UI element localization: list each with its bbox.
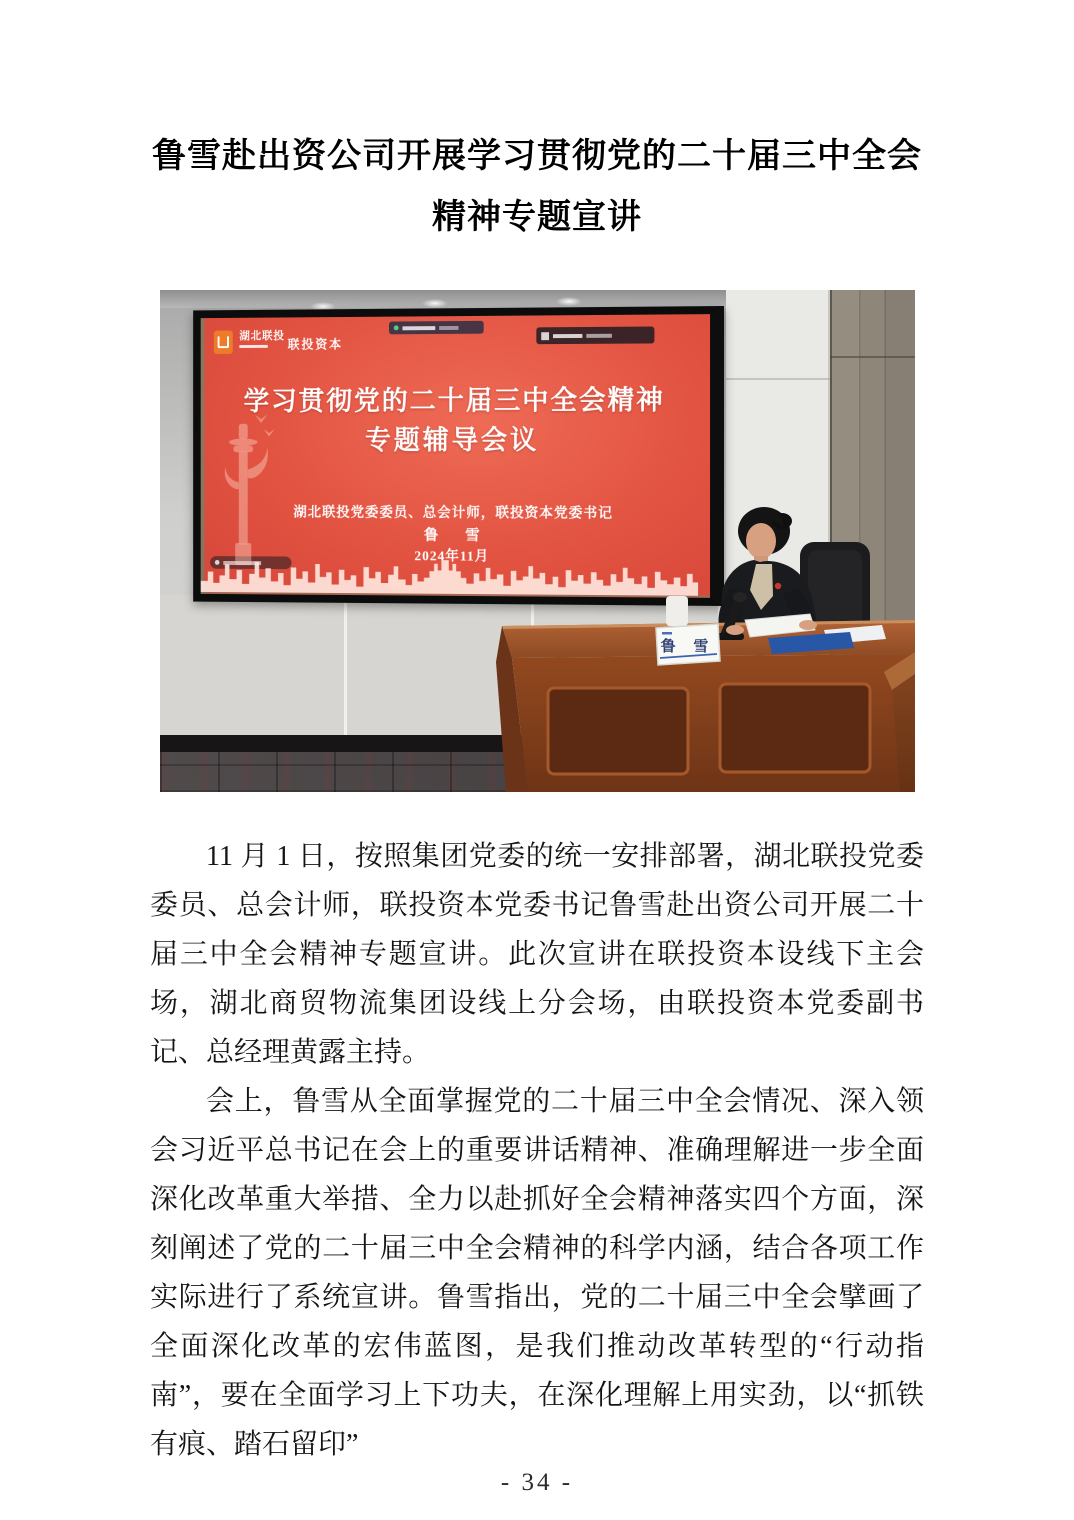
- slide-brand1: 湖北联投: [238, 330, 285, 343]
- page-number: - 34 -: [500, 1469, 574, 1496]
- slide-date: 2024年11月: [413, 549, 489, 565]
- photo-foreground: [160, 290, 915, 792]
- slide-presenter-name: 鲁 雪: [423, 527, 491, 544]
- page-title: [80, 126, 994, 248]
- paragraph-1: 11 月 1 日，按照集团党委的统一安排部署，湖北联投党委委员、总会计师，联投资本党委书记鲁雪赴出资公司开展二十届三中全会精神专题宣讲。此次宣讲在联投资本设线下主会场，湖北商贸物流集团设线上分会场，由联投资本党委副书记、总经理黄露主持。: [150, 841, 924, 1068]
- paragraph-2: 会上，鲁雪从全面掌握党的二十届三中全会情况、深入领会习近平总书记在会上的重要讲话精神、准确理解进一步全面深化改革重大举措、全力以赴抓好全会精神落实四个方面，深刻阐述了党的二十届三中全会精神的科学内涵，结合各项工作实际进行了系统宣讲。鲁雪指出，党的二十届三中全会擘画了全面深化改革的宏伟蓝图，是我们推动改革转型的“行动指南”，要在全面学习上下功夫，在深化理解上用实劲，以“抓铁有痕、踏石留印”: [150, 1086, 924, 1460]
- meeting-photo: [160, 290, 915, 792]
- slide-title-line-1: 学习贯彻党的二十届三中全会精神: [243, 385, 665, 417]
- page-title-line-2: 精神专题宣讲: [432, 199, 642, 236]
- page-title-line-1: 鲁雪赴出资公司开展学习贯彻党的二十届三中全会: [152, 138, 922, 175]
- slide-brand2: 联投资本: [287, 337, 343, 352]
- name-card-text: 鲁 雪: [660, 639, 715, 655]
- name-card: [656, 624, 720, 665]
- cup: [666, 596, 688, 626]
- slide-title-line-2: 专题辅导会议: [364, 425, 539, 456]
- slide-subtitle: 湖北联投党委委员、总会计师，联投资本党委书记: [292, 505, 613, 522]
